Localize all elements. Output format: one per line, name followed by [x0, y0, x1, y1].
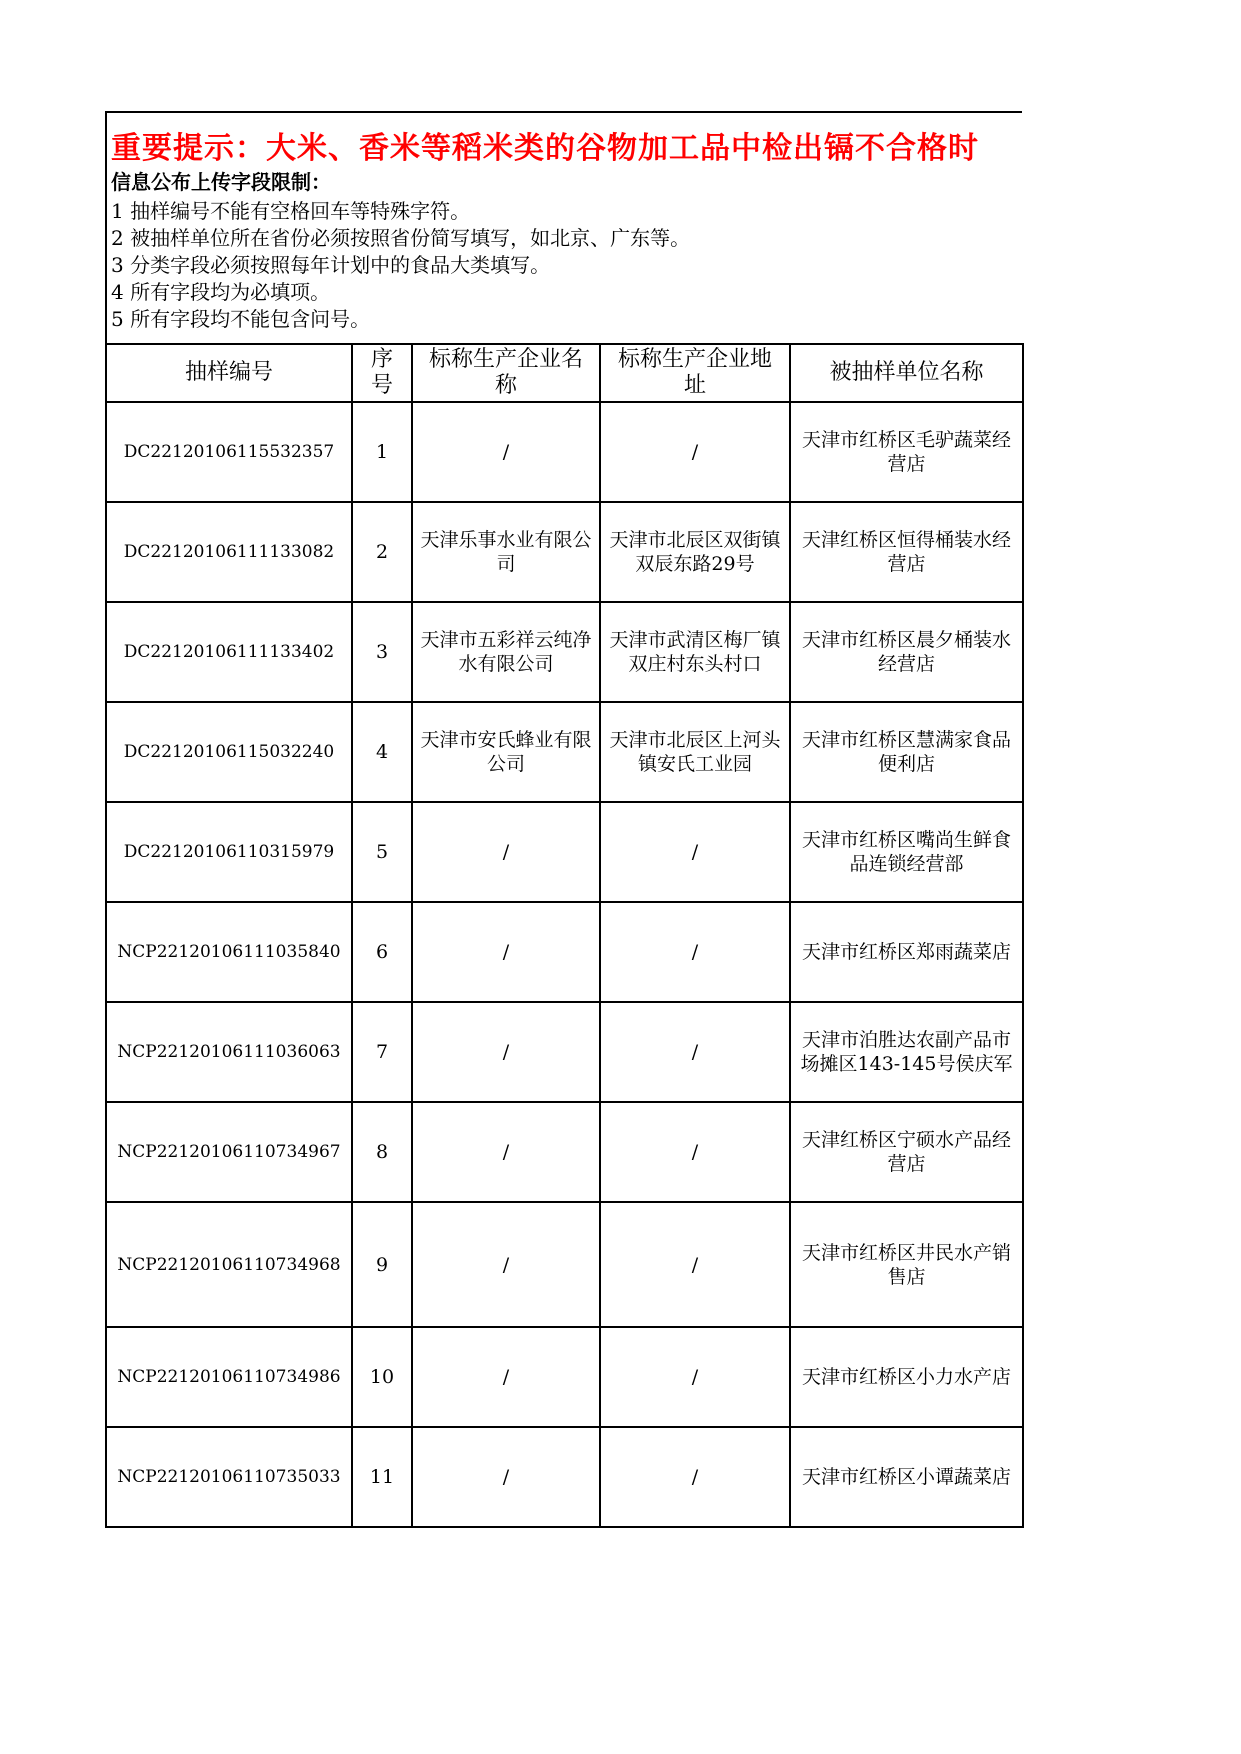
rule-1: 1 抽样编号不能有空格回车等特殊字符。 [111, 199, 471, 223]
table-row [106, 1202, 1023, 1327]
cell-sampled-unit: 天津市红桥区郑雨蔬菜店 [790, 902, 1023, 1002]
rule-4: 4 所有字段均为必填项。 [111, 280, 331, 304]
cell-serial-no: 1 [352, 402, 412, 502]
cell-producer-address: / [600, 802, 790, 902]
cell-producer-name: 天津市五彩祥云纯净水有限公司 [412, 602, 600, 702]
cell-producer-address: / [600, 1427, 790, 1527]
cell-sample-code: NCP22120106110734968 [106, 1202, 352, 1327]
cell-producer-address: / [600, 902, 790, 1002]
header-sample-code: 抽样编号 [106, 344, 352, 402]
cell-sample-code: NCP22120106111035840 [106, 902, 352, 1002]
table-row [106, 402, 1023, 502]
rule-3: 3 分类字段必须按照每年计划中的食品大类填写。 [111, 253, 551, 277]
cell-sample-code: DC22120106111133402 [106, 602, 352, 702]
header-serial-no: 序号 [352, 344, 412, 402]
sampling-table [105, 343, 1024, 1528]
cell-sample-code: DC22120106115532357 [106, 402, 352, 502]
table-row [106, 1102, 1023, 1202]
cell-serial-no: 7 [352, 1002, 412, 1102]
cell-sample-code: NCP22120106110734986 [106, 1327, 352, 1427]
cell-producer-name: 天津乐事水业有限公司 [412, 502, 600, 602]
cell-sampled-unit: 天津市红桥区嘴尚生鲜食品连锁经营部 [790, 802, 1023, 902]
table-row [106, 802, 1023, 902]
cell-producer-name: / [412, 802, 600, 902]
cell-sample-code: DC22120106111133082 [106, 502, 352, 602]
cell-producer-name: 天津市安氏蜂业有限公司 [412, 702, 600, 802]
cell-serial-no: 6 [352, 902, 412, 1002]
cell-serial-no: 3 [352, 602, 412, 702]
notice-block [105, 111, 1022, 343]
cell-producer-name: / [412, 902, 600, 1002]
notice-subtitle: 信息公布上传字段限制： [111, 170, 331, 194]
cell-producer-name: / [412, 1202, 600, 1327]
cell-sampled-unit: 天津红桥区恒得桶装水经营店 [790, 502, 1023, 602]
cell-sampled-unit: 天津市红桥区毛驴蔬菜经营店 [790, 402, 1023, 502]
cell-sampled-unit: 天津市红桥区慧满家食品便利店 [790, 702, 1023, 802]
header-producer-address: 标称生产企业地址 [600, 344, 790, 402]
cell-sample-code: DC22120106110315979 [106, 802, 352, 902]
cell-serial-no: 10 [352, 1327, 412, 1427]
cell-sampled-unit: 天津市红桥区晨夕桶装水经营店 [790, 602, 1023, 702]
cell-producer-name: / [412, 1427, 600, 1527]
table-row [106, 1427, 1023, 1527]
cell-sampled-unit: 天津市红桥区小力水产店 [790, 1327, 1023, 1427]
table-row [106, 702, 1023, 802]
cell-sample-code: NCP22120106111036063 [106, 1002, 352, 1102]
cell-sampled-unit: 天津红桥区宁硕水产品经营店 [790, 1102, 1023, 1202]
cell-producer-address: 天津市北辰区上河头镇安氏工业园 [600, 702, 790, 802]
table-row [106, 502, 1023, 602]
cell-producer-address: / [600, 1102, 790, 1202]
cell-sample-code: NCP22120106110734967 [106, 1102, 352, 1202]
table-row [106, 1327, 1023, 1427]
cell-serial-no: 9 [352, 1202, 412, 1327]
rule-2: 2 被抽样单位所在省份必须按照省份简写填写，如北京、广东等。 [111, 226, 691, 250]
cell-sampled-unit: 天津市泊胜达农副产品市场摊区143-145号侯庆军 [790, 1002, 1023, 1102]
cell-serial-no: 8 [352, 1102, 412, 1202]
cell-serial-no: 5 [352, 802, 412, 902]
cell-serial-no: 4 [352, 702, 412, 802]
header-sampled-unit: 被抽样单位名称 [790, 344, 1023, 402]
table-body [106, 402, 1023, 1527]
cell-producer-name: / [412, 1002, 600, 1102]
cell-producer-address: / [600, 402, 790, 502]
cell-producer-name: / [412, 1102, 600, 1202]
table-row [106, 602, 1023, 702]
header-row [106, 344, 1023, 402]
cell-producer-name: / [412, 1327, 600, 1427]
rule-5: 5 所有字段均不能包含问号。 [111, 307, 371, 331]
cell-sampled-unit: 天津市红桥区井民水产销售店 [790, 1202, 1023, 1327]
notice-title: 重要提示：大米、香米等稻米类的谷物加工品中检出镉不合格时 [111, 131, 979, 166]
cell-sampled-unit: 天津市红桥区小谭蔬菜店 [790, 1427, 1023, 1527]
cell-sample-code: NCP22120106110735033 [106, 1427, 352, 1527]
cell-serial-no: 11 [352, 1427, 412, 1527]
table-row [106, 902, 1023, 1002]
cell-producer-address: / [600, 1202, 790, 1327]
table-row [106, 1002, 1023, 1102]
header-producer-name: 标称生产企业名称 [412, 344, 600, 402]
cell-producer-address: 天津市武清区梅厂镇双庄村东头村口 [600, 602, 790, 702]
cell-serial-no: 2 [352, 502, 412, 602]
cell-producer-address: 天津市北辰区双街镇双辰东路29号 [600, 502, 790, 602]
cell-sample-code: DC22120106115032240 [106, 702, 352, 802]
cell-producer-address: / [600, 1327, 790, 1427]
cell-producer-name: / [412, 402, 600, 502]
cell-producer-address: / [600, 1002, 790, 1102]
spreadsheet-sheet [105, 111, 1022, 1528]
